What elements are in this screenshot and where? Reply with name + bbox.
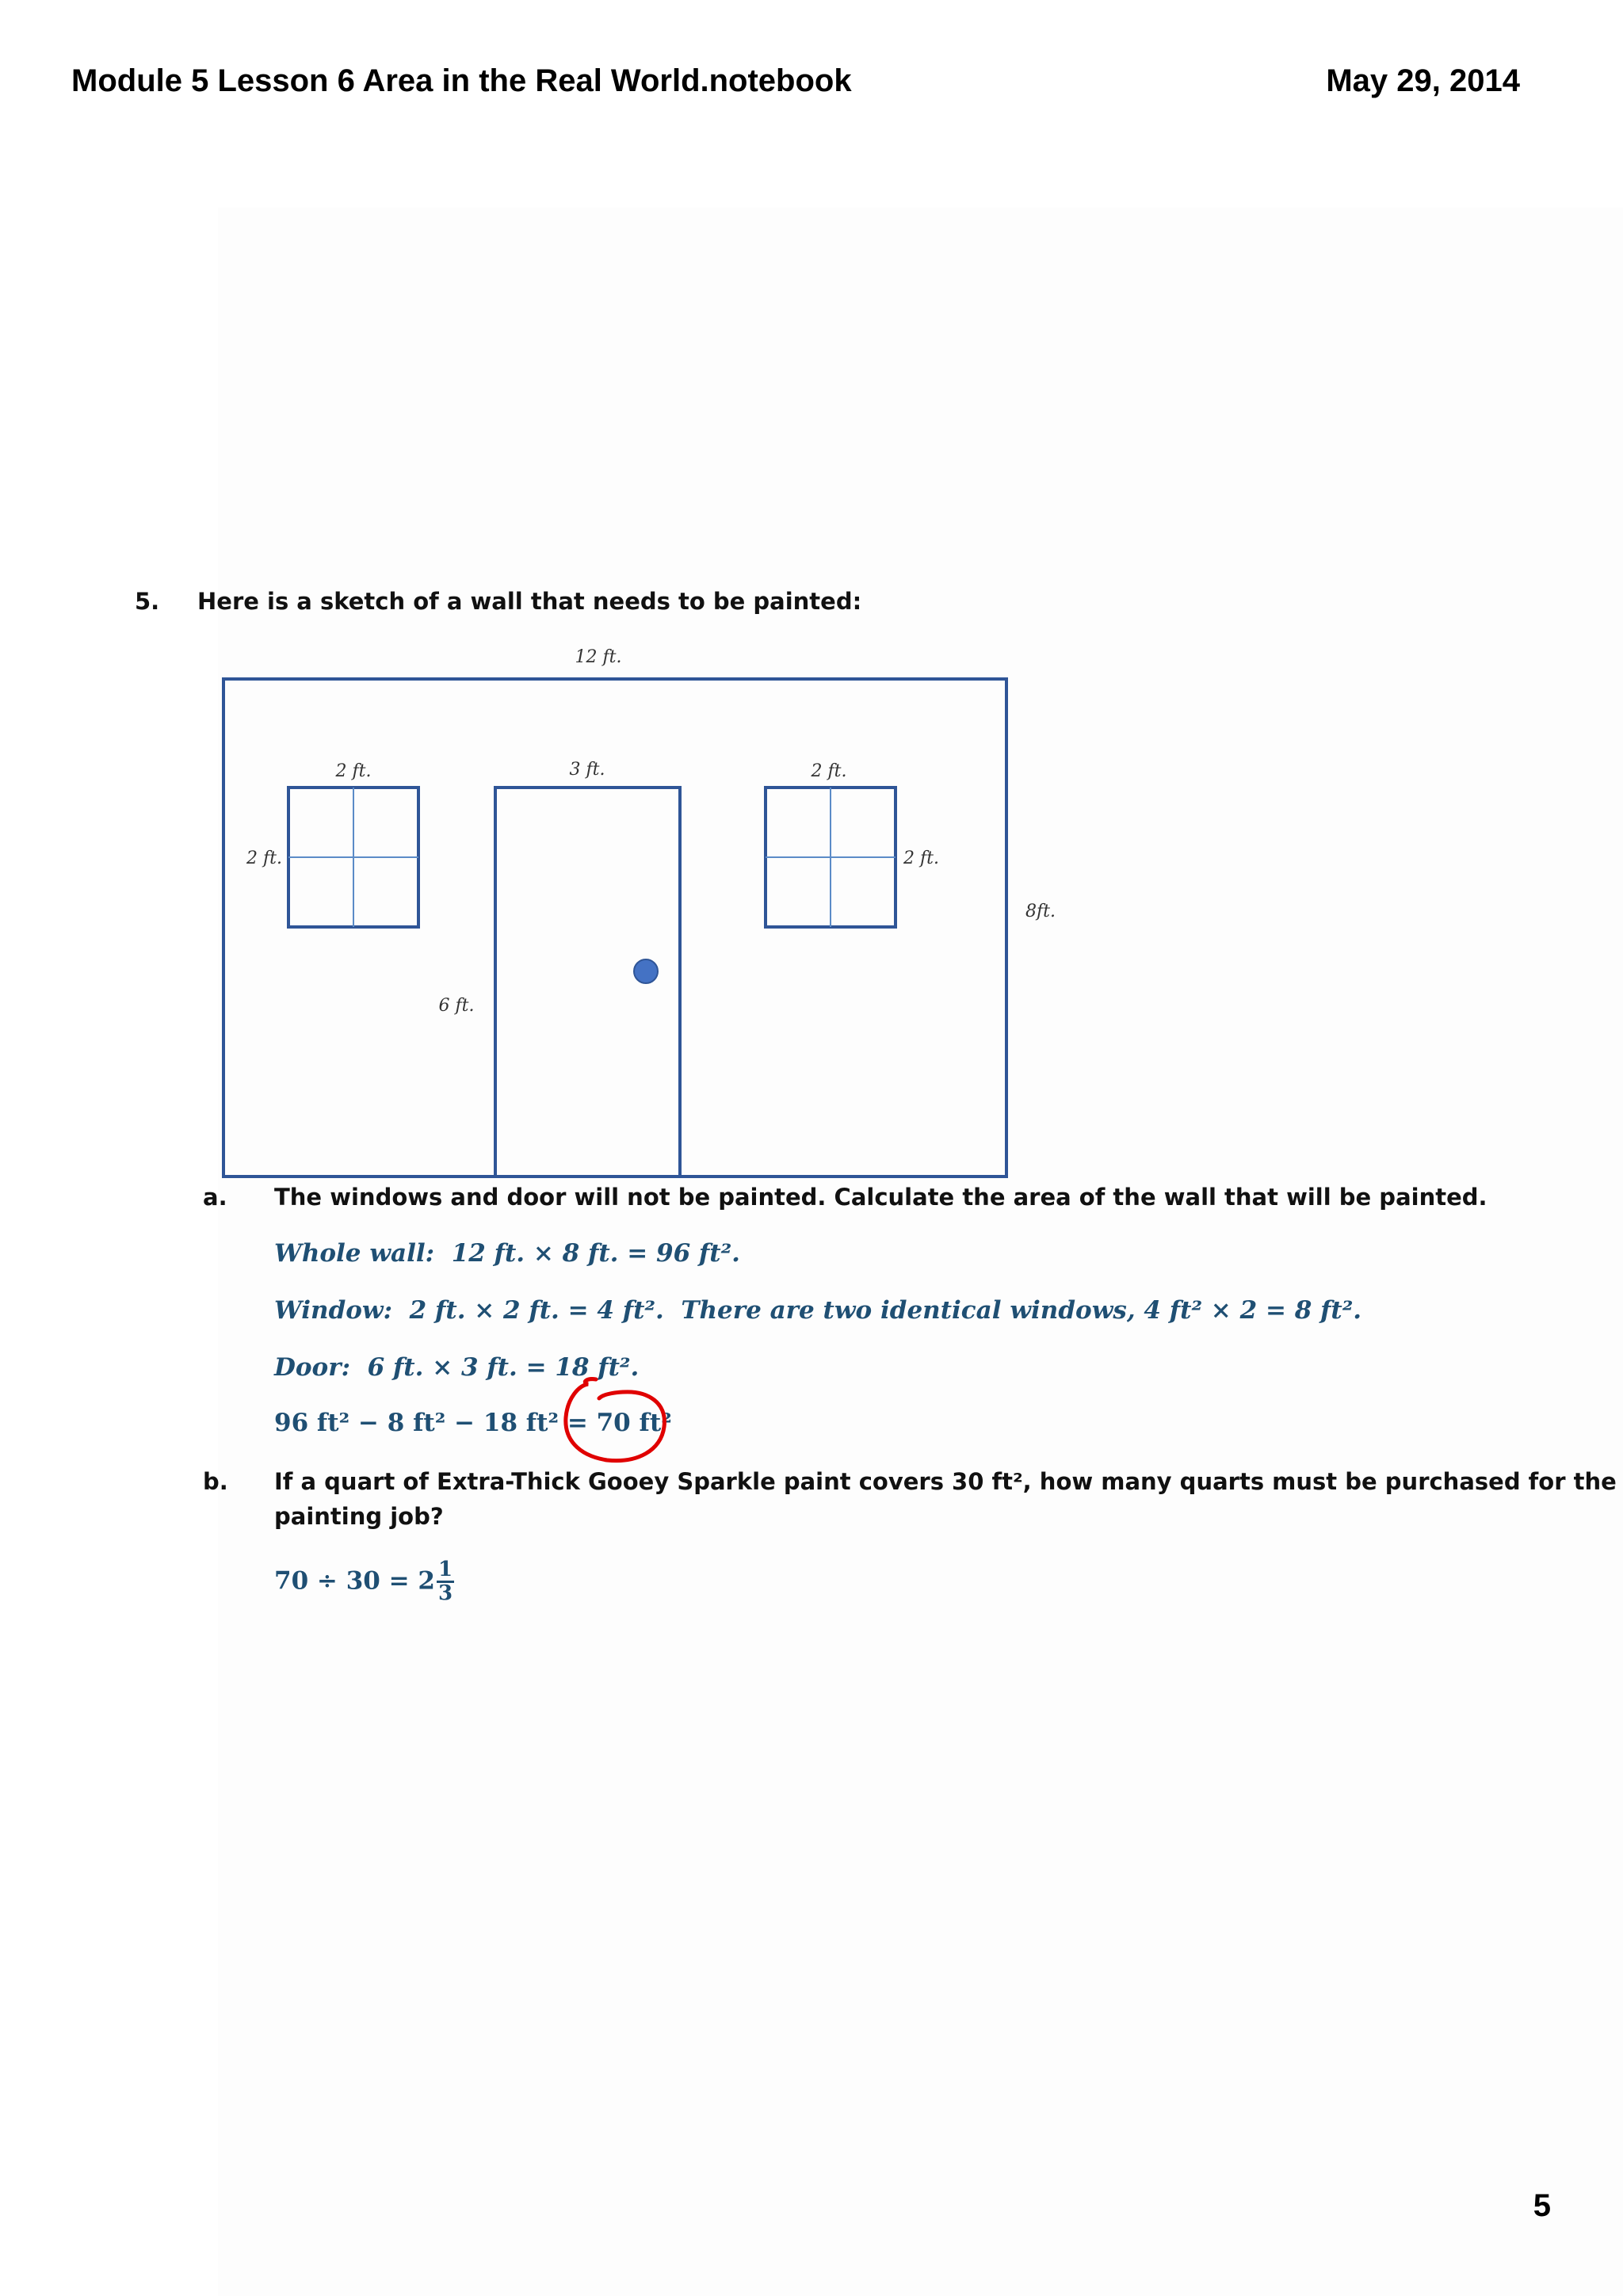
label-door-width: 3 ft. (569, 760, 605, 780)
part-a-question: The windows and door will not be painted. Calculate the area of the wall that will be painted. (274, 1184, 1487, 1211)
part-b-question-line1: If a quart of Extra-Thick Gooey Sparkle paint covers 30 ft², how many quarts must be purchased for the (274, 1468, 1617, 1495)
page-number: 5 (1533, 2188, 1551, 2223)
door-label: Door: (274, 1353, 351, 1382)
part-b-calc-line (274, 1559, 454, 1605)
window-calc: 2 ft. × 2 ft. = 4 ft². (409, 1296, 664, 1325)
label-wall-width: 12 ft. (575, 647, 622, 667)
answer-circle-annotation (555, 1375, 682, 1470)
whole-wall-line (274, 1239, 740, 1268)
part-b-label: b. (203, 1468, 228, 1495)
label-right-window-width: 2 ft. (811, 761, 847, 781)
door-knob (634, 959, 658, 983)
label-wall-height: 8ft. (1025, 902, 1056, 921)
window-line (274, 1296, 1361, 1325)
notebook-title: Module 5 Lesson 6 Area in the Real World.notebook (71, 63, 852, 98)
final-answer: 70 ft² (596, 1409, 672, 1437)
final-calc: 96 ft² − 8 ft² − 18 ft² = (274, 1409, 588, 1437)
label-left-window-width: 2 ft. (335, 761, 372, 781)
part-b-question-line2: painting job? (274, 1503, 444, 1530)
window-total: 4 ft² × 2 = 8 ft². (1144, 1296, 1362, 1325)
part-b-fraction (437, 1559, 454, 1605)
part-a-label: a. (203, 1184, 227, 1211)
fraction-denominator: 3 (437, 1581, 453, 1606)
window-note: There are two identical windows, (681, 1296, 1136, 1325)
window-label: Window: (274, 1296, 393, 1325)
problem-prompt: Here is a sketch of a wall that needs to be painted: (197, 588, 862, 615)
problem-number: 5. (135, 588, 160, 615)
part-b-calc: 70 ÷ 30 = 2 (274, 1566, 435, 1596)
whole-wall-label: Whole wall: (274, 1239, 435, 1268)
door-calc: 6 ft. × 3 ft. = 18 ft². (367, 1353, 640, 1382)
label-right-window-height: 2 ft. (903, 849, 939, 868)
label-left-window-height: 2 ft. (246, 849, 282, 868)
label-door-height: 6 ft. (438, 996, 475, 1016)
whole-wall-calc: 12 ft. × 8 ft. = 96 ft². (451, 1239, 740, 1268)
notebook-date: May 29, 2014 (1326, 63, 1520, 98)
fraction-numerator: 1 (437, 1559, 454, 1583)
